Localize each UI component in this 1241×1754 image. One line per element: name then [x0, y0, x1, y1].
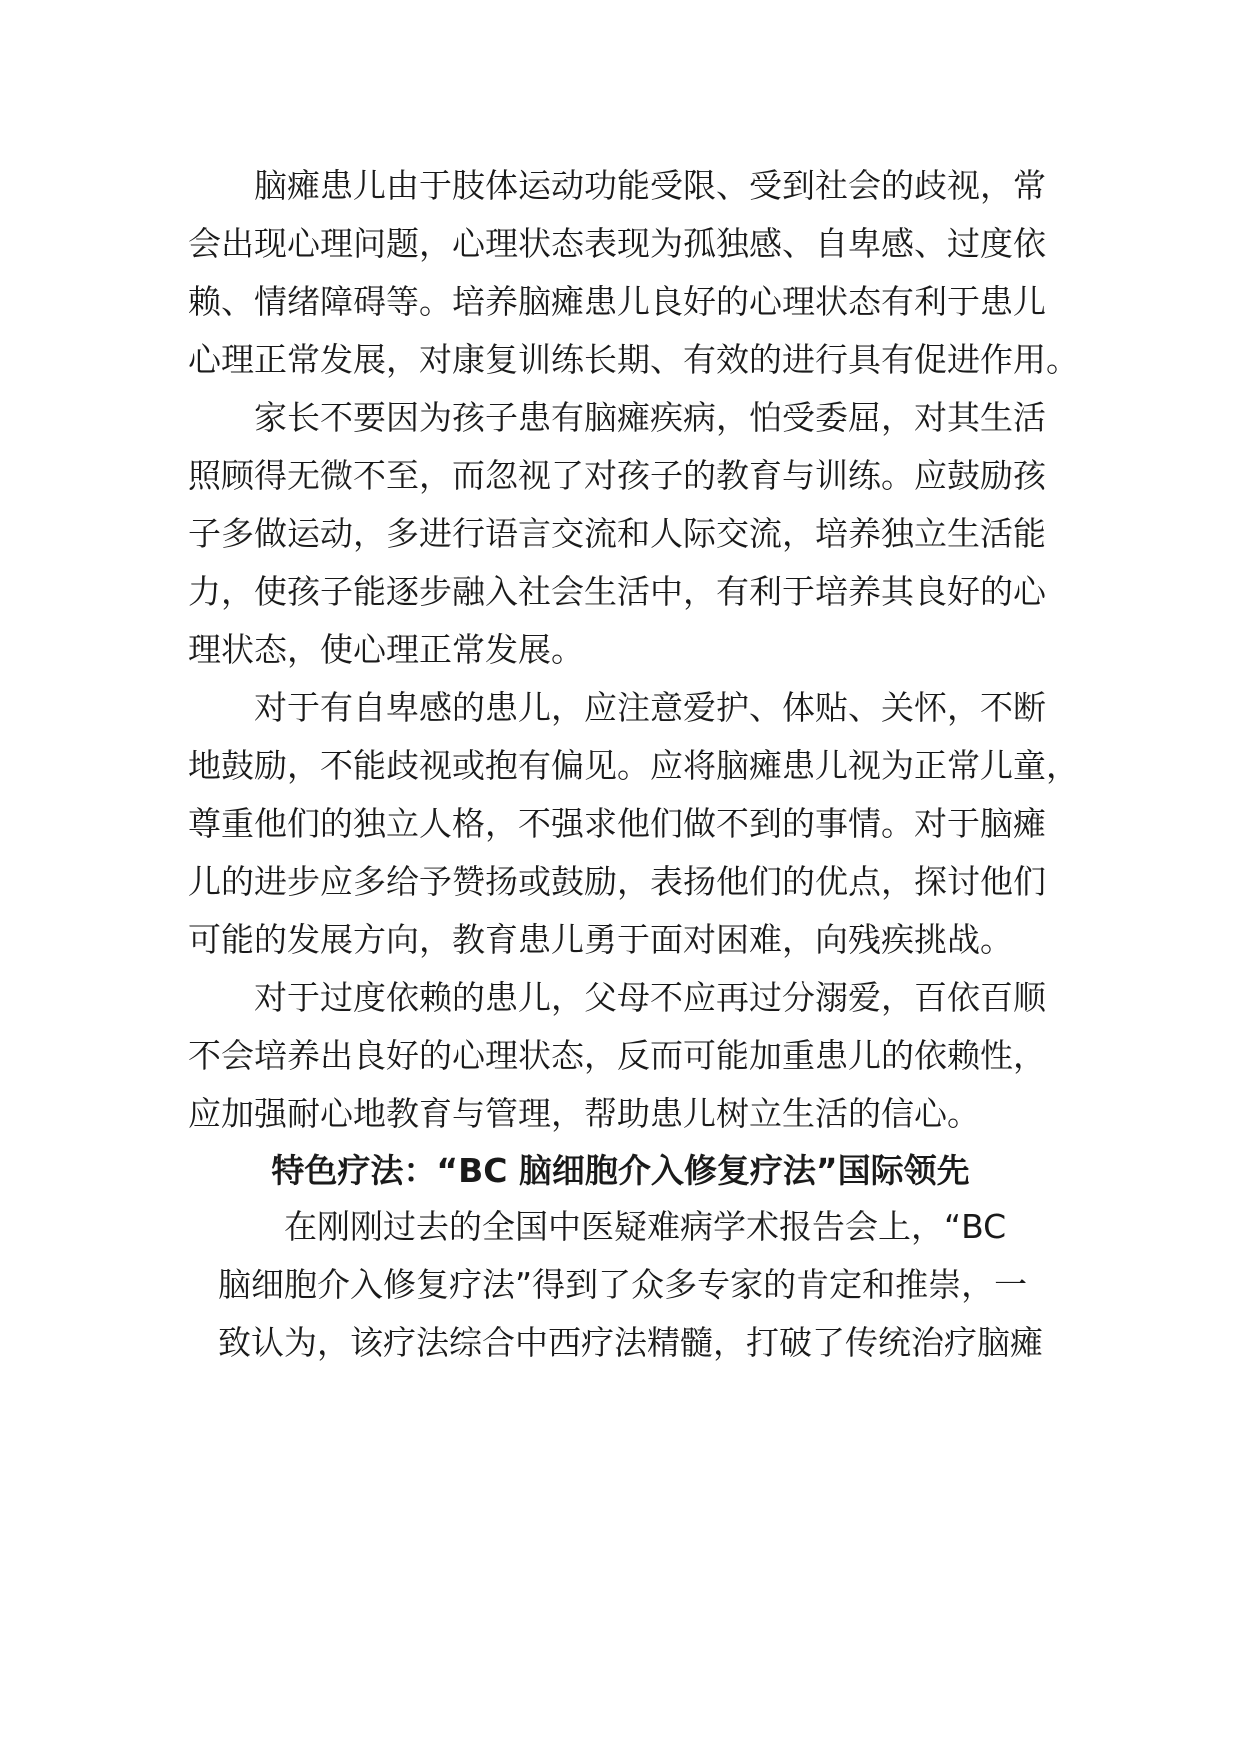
paragraph-3-line-2: 地鼓励，不能歧视或抱有偏见。应将脑瘫患儿视为正常儿童，: [188, 746, 1079, 785]
paragraph-3-line-4: 儿的进步应多给予赞扬或鼓励，表扬他们的优点，探讨他们: [188, 862, 1046, 901]
paragraph-3-line-1: 对于有自卑感的患儿，应注意爱护、体贴、关怀，不断: [254, 688, 1046, 727]
paragraph-4-line-1: 对于过度依赖的患儿，父母不应再过分溺爱，百依百顺: [254, 978, 1046, 1017]
paragraph-3-line-3: 尊重他们的独立人格，不强求他们做不到的事情。对于脑瘫: [188, 804, 1046, 843]
paragraph-1-line-3: 赖、情绪障碍等。培养脑瘫患儿良好的心理状态有利于患儿: [188, 282, 1046, 321]
paragraph-1-line-1: 脑瘫患儿由于肢体运动功能受限、受到社会的歧视，常: [254, 166, 1046, 205]
section-2-line-3: 致认为，该疗法综合中西疗法精髓，打破了传统治疗脑瘫: [218, 1323, 1043, 1362]
paragraph-2-line-1: 家长不要因为孩子患有脑瘫疾病，怕受委屈，对其生活: [254, 398, 1046, 437]
paragraph-2-line-3: 子多做运动，多进行语言交流和人际交流，培养独立生活能: [188, 514, 1046, 553]
paragraph-2-line-4: 力，使孩子能逐步融入社会生活中，有利于培养其良好的心: [188, 572, 1046, 611]
paragraph-4-line-2: 不会培养出良好的心理状态，反而可能加重患儿的依赖性，: [188, 1036, 1046, 1075]
paragraph-1-line-4: 心理正常发展，对康复训练长期、有效的进行具有促进作用。: [188, 340, 1079, 379]
section-2-line-2: 脑细胞介入修复疗法”得到了众多专家的肯定和推崇，一: [218, 1265, 1028, 1304]
section-2-line-1: 在刚刚过去的全国中医疑难病学术报告会上，“BC: [284, 1207, 1007, 1246]
paragraph-4-line-3: 应加强耐心地教育与管理，帮助患儿树立生活的信心。: [188, 1094, 980, 1133]
paragraph-2-line-2: 照顾得无微不至，而忽视了对孩子的教育与训练。应鼓励孩: [188, 456, 1046, 495]
section-heading: 特色疗法：“BC 脑细胞介入修复疗法”国际领先: [271, 1151, 970, 1190]
paragraph-1-line-2: 会出现心理问题，心理状态表现为孤独感、自卑感、过度依: [188, 224, 1046, 263]
paragraph-3-line-5: 可能的发展方向，教育患儿勇于面对困难，向残疾挑战。: [188, 920, 1013, 959]
paragraph-2-line-5: 理状态，使心理正常发展。: [188, 630, 584, 669]
